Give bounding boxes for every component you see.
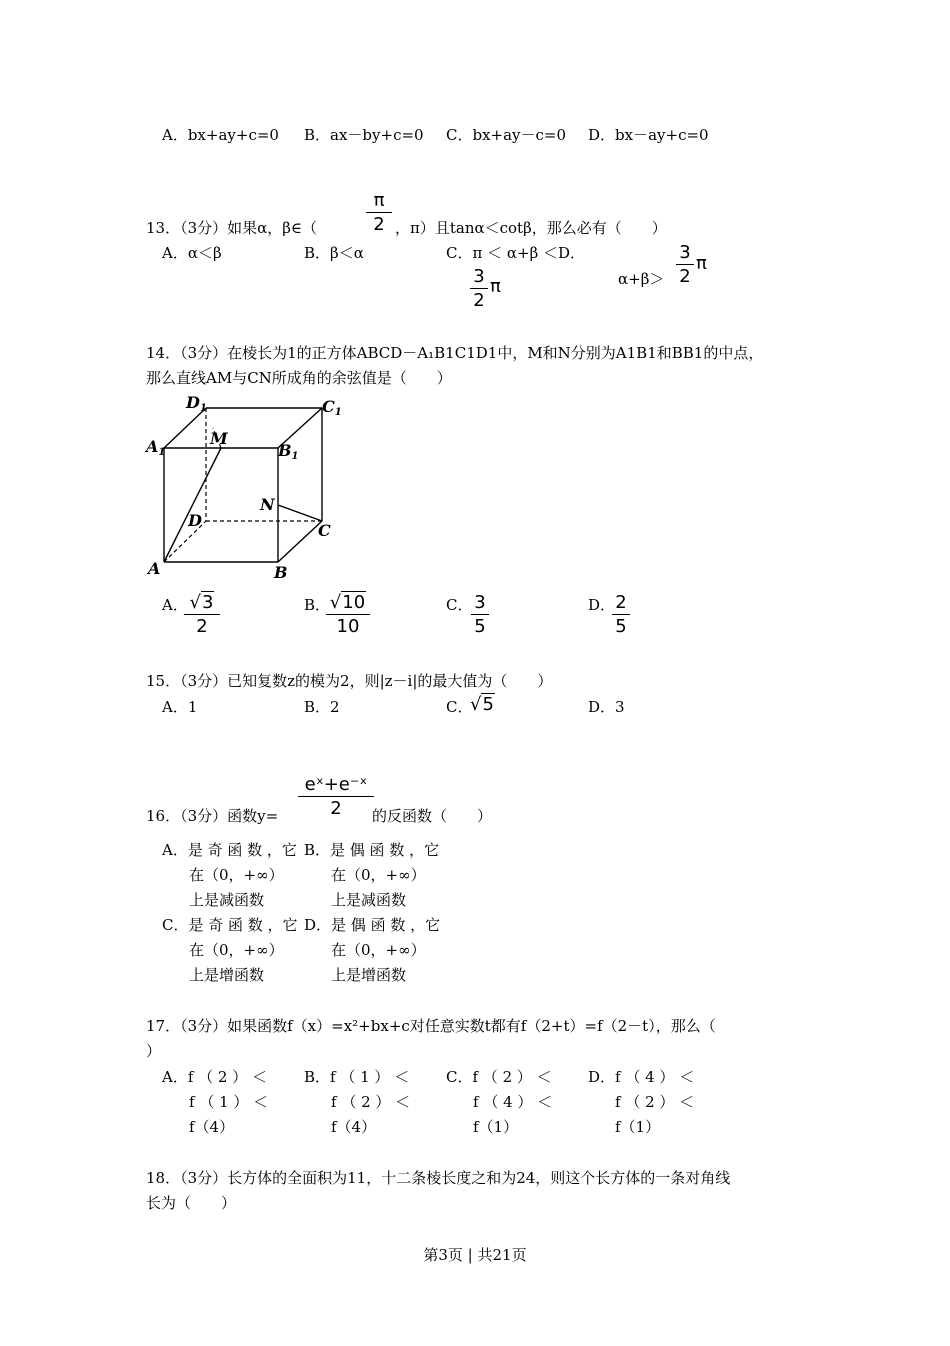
q18-stem-line1: 18．（3分）长方体的全面积为11，十二条棱长度之和为24，则这个长方体的一条对角线 [146, 1169, 731, 1187]
q13-option-c: C．π ＜ α+β ＜D． [446, 244, 586, 262]
q14-stem-line1: 14．（3分）在棱长为1的正方体ABCD－A₁B1C1D1中，M和N分别为A1B1和BB1的中点， [146, 344, 764, 362]
q14-stem-line2: 那么直线AM与CN所成角的余弦值是（ ） [146, 369, 452, 387]
q13-option-c-fraction: $\frac{3}{2}$ [470, 268, 488, 310]
q13-stem-post: ，π）且tanα＜cotβ，那么必有（ ） [395, 219, 667, 237]
q14-option-b-fraction: $\frac{√10}{10}$ [326, 594, 370, 636]
q18-stem-line2: 长为（ ） [146, 1194, 237, 1212]
q15-option-a: A．1 [162, 698, 198, 716]
q17-option-b: B．f （ 1 ） ＜ f （ 2 ） ＜ f（4） [304, 1068, 411, 1136]
q16-option-b: B．是 偶 函 数 ，它 在（0，+∞） 上是减函数 [304, 841, 440, 909]
q17-stem-line2: ） [146, 1042, 162, 1060]
q17-option-c: C．f （ 2 ） ＜ f （ 4 ） ＜ f（1） [446, 1068, 553, 1136]
q14-option-d-fraction: $\frac{2}{5}$ [612, 594, 630, 636]
q13-stem-pre: 13．（3分）如果α，β∈（ [146, 219, 318, 237]
q16-fraction: $\frac{\text{eˣ+e⁻ˣ}}{2}$ [298, 776, 374, 818]
page-footer: 第3页 | 共21页 [423, 1246, 527, 1264]
q17-stem-line1: 17．（3分）如果函数f（x）=x²+bx+c对任意实数t都有f（2+t）=f（2－t），那么（ [146, 1017, 716, 1035]
q14-option-c-fraction: $\frac{3}{5}$ [471, 594, 489, 636]
label-d1: D1 [186, 393, 207, 414]
q14-cube-figure [140, 388, 360, 588]
q13-option-a: A．α＜β [162, 244, 222, 262]
label-c: C [318, 521, 331, 540]
q12-option-a: A．bx+ay+c=0 [162, 126, 279, 144]
q15-option-c-sqrt: √5 [470, 694, 494, 715]
q13-option-d: α+β＞ [618, 270, 665, 288]
q15-option-d: D．3 [588, 698, 625, 716]
q13-fraction-pi-over-2: $\frac{\pi}{2}$ [366, 192, 392, 234]
q13-option-d-pi: π [696, 253, 707, 274]
q16-option-c: C．是 奇 函 数 ，它 在（0，+∞） 上是增函数 [162, 916, 298, 984]
q16-stem-post: 的反函数（ ） [372, 807, 493, 825]
label-a: A [148, 559, 161, 578]
q14-option-a-label: A． [162, 596, 188, 614]
q13-option-b: B．β＜α [304, 244, 364, 262]
label-b1: B1 [278, 441, 299, 462]
label-c1: C1 [322, 397, 342, 418]
q15-stem: 15．（3分）已知复数z的模为2，则|z－i|的最大值为（ ） [146, 672, 553, 690]
q14-option-a-fraction: $\frac{√3}{2}$ [184, 594, 220, 636]
q16-option-a: A．是 奇 函 数 ，它 在（0，+∞） 上是减函数 [162, 841, 297, 909]
label-n: N [260, 495, 275, 514]
q12-option-d: D．bx－ay+c=0 [588, 126, 709, 144]
q17-option-d: D．f （ 4 ） ＜ f （ 2 ） ＜ f（1） [588, 1068, 695, 1136]
label-a1: A1 [146, 437, 166, 458]
label-b: B [274, 563, 288, 582]
q14-option-b-label: B． [304, 596, 331, 614]
q15-option-c-label: C． [446, 698, 473, 716]
q16-stem-pre: 16．（3分）函数y= [146, 807, 279, 825]
label-m: M [210, 429, 228, 448]
label-d: D [188, 511, 202, 530]
q14-option-c-label: C． [446, 596, 473, 614]
q17-option-a: A．f （ 2 ） ＜ f （ 1 ） ＜ f（4） [162, 1068, 269, 1136]
q13-option-d-fraction: $\frac{3}{2}$ [676, 244, 694, 286]
q14-option-d-label: D． [588, 596, 616, 614]
q12-option-b: B．ax－by+c=0 [304, 126, 424, 144]
q12-option-c: C．bx+ay－c=0 [446, 126, 567, 144]
q15-option-b: B．2 [304, 698, 340, 716]
q16-option-d: D．是 偶 函 数 ，它 在（0，+∞） 上是增函数 [304, 916, 441, 984]
q13-option-c-pi: π [490, 276, 501, 297]
